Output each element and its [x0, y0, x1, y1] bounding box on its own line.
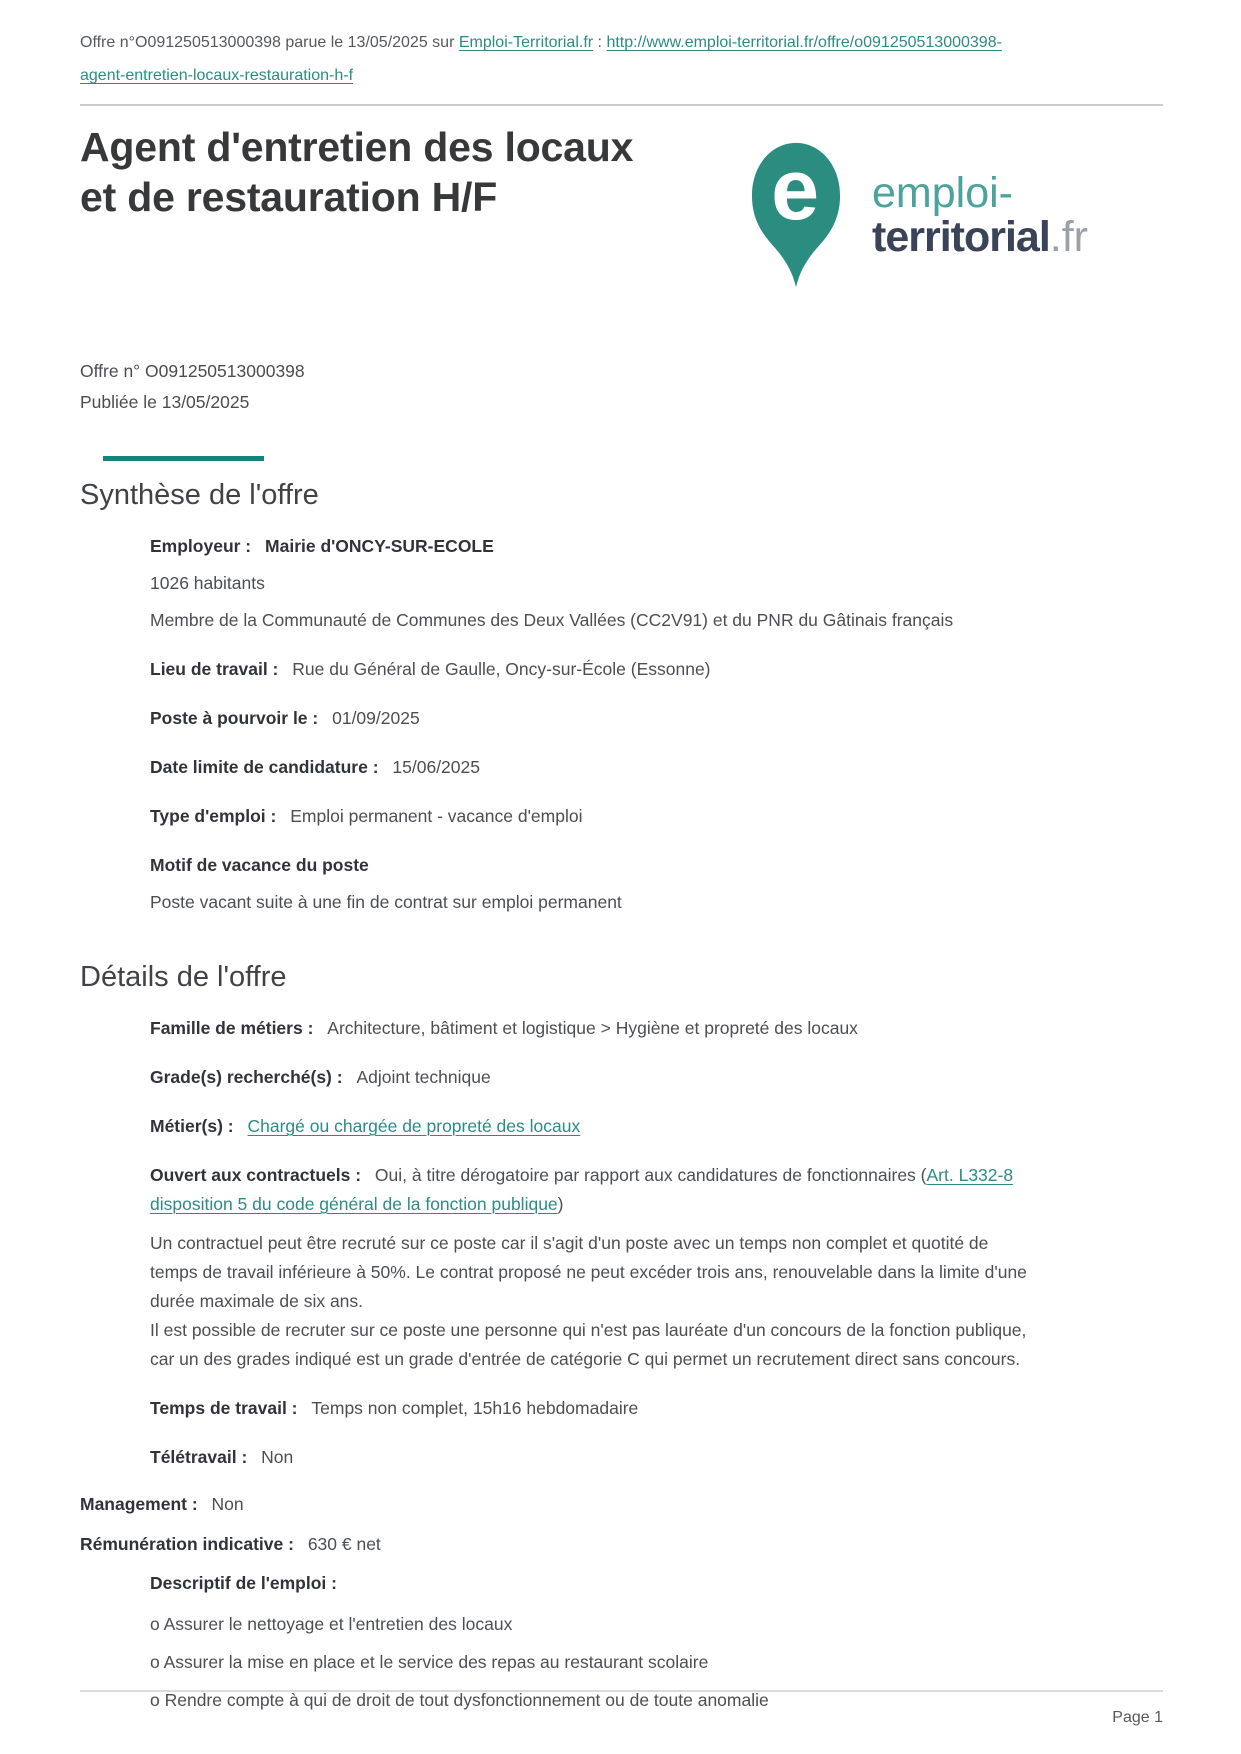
field-remuneration	[80, 1530, 1080, 1559]
field-famille-value: Architecture, bâtiment et logistique > Hygiène et propreté des locaux	[327, 1018, 858, 1038]
field-grades-value: Adjoint technique	[356, 1067, 491, 1087]
field-metiers-label: Métier(s) :	[150, 1116, 234, 1136]
logo-territorial-text: territorial	[872, 212, 1050, 261]
field-lieu-label: Lieu de travail :	[150, 659, 279, 679]
field-employeur-label: Employeur :	[150, 536, 252, 556]
field-date-limite-value: 15/06/2025	[392, 757, 480, 777]
logo-text	[872, 168, 1088, 261]
field-poste-value: 01/09/2025	[332, 708, 420, 728]
offer-url-link[interactable]: http://www.emploi-territorial.fr/offre/o091250513000398-agent-entretien-locaux-restauration-h-f	[80, 34, 1002, 84]
descriptif-item: o Assurer la mise en place et le service des repas au restaurant scolaire	[150, 1652, 709, 1672]
descriptif-item: o Assurer le nettoyage et l'entretien des locaux	[150, 1614, 513, 1634]
page-footer	[80, 1690, 1163, 1727]
field-temps-value: Temps non complet, 15h16 hebdomadaire	[311, 1398, 639, 1418]
field-date-limite	[150, 753, 1038, 782]
field-management-label: Management :	[80, 1494, 198, 1514]
publish-date: Publiée le 13/05/2025	[80, 392, 250, 412]
footer-divider	[80, 1690, 1163, 1692]
logo-line1: emploi-	[872, 168, 1013, 217]
field-motif-vacance	[150, 851, 1038, 880]
field-type-emploi-label: Type d'emploi :	[150, 806, 277, 826]
descriptif-item: o Rendre compte à qui de droit de tout dysfonctionnement ou de toute anomalie	[150, 1690, 769, 1710]
contractuel-paragraph-2: Il est possible de recruter sur ce poste une personne qui n'est pas lauréate d'un concours de la fonction publique, car un des grades indiqué est un grade d'entrée de catégorie C qui permet un recrutement direct sans concours.	[150, 1320, 1027, 1369]
synthese-section	[150, 532, 1038, 917]
field-motif-label: Motif de vacance du poste	[150, 855, 369, 875]
header-divider	[80, 104, 1163, 106]
field-famille-label: Famille de métiers :	[150, 1018, 314, 1038]
field-contractuels-text: Oui, à titre dérogatoire par rapport aux candidatures de fonctionnaires (	[374, 1165, 927, 1185]
page-number: Page 1	[1112, 1709, 1163, 1726]
accent-bar	[103, 456, 264, 461]
contractuel-paragraph-1: Un contractuel peut être recruté sur ce poste car il s'agit d'un poste avec un temps non complet et quotité de temps de travail inférieure à 50%. Le contrat proposé ne peut excéder trois ans, renouvelable dans la limite d'une durée maximale de six ans.	[150, 1233, 1027, 1311]
field-teletravail	[150, 1443, 1038, 1472]
employer-extra-line: Membre de la Communauté de Communes des Deux Vallées (CC2V91) et du PNR du Gâtinais français	[150, 610, 954, 630]
field-temps-travail	[150, 1394, 1038, 1423]
field-motif-value: Poste vacant suite à une fin de contrat sur emploi permanent	[150, 892, 622, 912]
section-heading-details: Détails de l'offre	[80, 961, 287, 993]
field-employeur-value: Mairie d'ONCY-SUR-ECOLE	[265, 536, 494, 556]
section-heading-synthese: Synthèse de l'offre	[80, 479, 319, 511]
field-descriptif	[150, 1569, 1038, 1598]
logo-line2	[872, 212, 1088, 261]
field-remuneration-value: 630 € net	[307, 1534, 381, 1554]
offer-meta	[80, 356, 1163, 418]
map-pin-icon	[748, 140, 844, 290]
field-contractuels-close: )	[557, 1194, 564, 1214]
site-link[interactable]: Emploi-Territorial.fr	[458, 34, 594, 51]
logo-pin-letter: e	[771, 141, 820, 238]
metier-link[interactable]: Chargé ou chargée de propreté des locaux	[247, 1116, 581, 1136]
title-row	[80, 122, 1163, 352]
page-title: Agent d'entretien des locaux et de restauration H/F	[80, 124, 634, 220]
flush-fields	[80, 1490, 1080, 1559]
field-date-limite-label: Date limite de candidature :	[150, 757, 379, 777]
field-famille-metiers	[150, 1014, 1038, 1043]
employer-extra-line: 1026 habitants	[150, 573, 265, 593]
field-grades	[150, 1063, 1038, 1092]
header-prefix-text: Offre n°O091250513000398 parue le 13/05/2025 sur	[80, 34, 459, 51]
field-employeur	[150, 532, 1038, 561]
field-poste-a-pourvoir	[150, 704, 1038, 733]
field-poste-label: Poste à pourvoir le :	[150, 708, 319, 728]
field-teletravail-label: Télétravail :	[150, 1447, 248, 1467]
field-metiers	[150, 1112, 1038, 1141]
field-teletravail-value: Non	[261, 1447, 294, 1467]
art-l332-8-link[interactable]: Art. L332-8 disposition 5 du code général de la fonction publique	[150, 1165, 1014, 1214]
field-descriptif-label: Descriptif de l'emploi :	[150, 1573, 337, 1593]
field-management-value: Non	[211, 1494, 244, 1514]
field-type-emploi-value: Emploi permanent - vacance d'emploi	[290, 806, 583, 826]
offer-number: Offre n° O091250513000398	[80, 361, 305, 381]
field-remuneration-label: Rémunération indicative :	[80, 1534, 294, 1554]
emploi-territorial-logo	[748, 140, 1088, 290]
field-grades-label: Grade(s) recherché(s) :	[150, 1067, 343, 1087]
field-management	[80, 1490, 1080, 1519]
document-header	[80, 26, 1040, 92]
details-section	[150, 1014, 1038, 1472]
field-ouvert-contractuels	[150, 1161, 1038, 1219]
header-separator: :	[593, 34, 607, 51]
field-contractuels-label: Ouvert aux contractuels :	[150, 1165, 362, 1185]
field-temps-label: Temps de travail :	[150, 1398, 298, 1418]
field-lieu-value: Rue du Général de Gaulle, Oncy-sur-École (Essonne)	[292, 659, 711, 679]
field-type-emploi	[150, 802, 1038, 831]
field-lieu-de-travail	[150, 655, 1038, 684]
logo-tld-text: .fr	[1049, 212, 1088, 261]
